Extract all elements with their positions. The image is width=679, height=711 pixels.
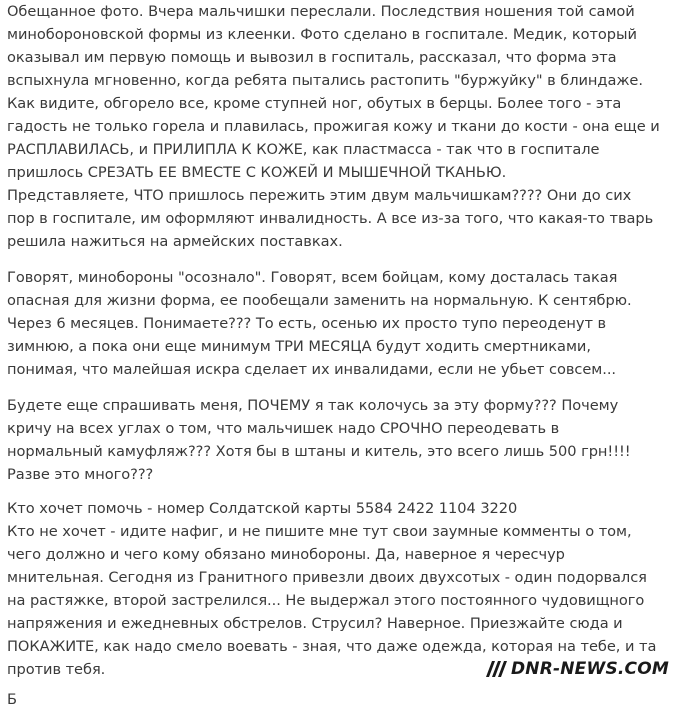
text-line: кричу на всех углах о том, что мальчишек надо СРОЧНО переодевать в <box>7 420 560 437</box>
text-line: оказывал им первую помощь и вывозил в госпиталь, рассказал, что форма эта <box>7 49 617 66</box>
text-line: Через 6 месяцев. Понимаете??? То есть, осенью их просто тупо переоденут в <box>7 315 607 332</box>
cut-off-line <box>7 688 18 708</box>
text-line: Представляете, ЧТО пришлось пережить этим двум мальчишкам???? Они до сих <box>7 187 632 204</box>
text-line: пор в госпитале, им оформляют инвалидность. А все из-за того, что какая-то тварь <box>7 210 654 227</box>
text-line: Кто не хочет - идите нафиг, и не пишите мне тут свои заумные комменты о том, <box>7 523 632 540</box>
text-line: Как видите, обгорело все, кроме ступней ног, обутых в берцы. Более того - эта <box>7 95 622 112</box>
watermark <box>482 658 669 680</box>
text-line: пришлось СРЕЗАТЬ ЕЕ ВМЕСТЕ С КОЖЕЙ И МЫШЕЧНОЙ ТКАНЬЮ. <box>7 164 507 181</box>
text-line: минобороновской формы из клеенки. Фото сделано в госпитале. Медик, который <box>7 26 637 43</box>
cut-off-text: Б <box>7 691 18 708</box>
text-line: ПОКАЖИТЕ, как надо смело воевать - зная, что даже одежда, которая на тебе, и та <box>7 638 657 655</box>
text-line: зимнюю, а пока они еще минимум ТРИ МЕСЯЦА будут ходить смертниками, <box>7 338 591 355</box>
text-line: Обещанное фото. Вчера мальчишки переслали. Последствия ношения той самой <box>7 3 635 20</box>
text-line: напряжения и ежедневных обстрелов. Струсил? Наверное. Приезжайте сюда и <box>7 615 623 632</box>
text-line: против тебя. <box>7 661 106 678</box>
text-line: Кто хочет помочь - номер Солдатской карты 5584 2422 1104 3220 <box>7 500 518 517</box>
text-line: вспыхнула мгновенно, когда ребята пытались растопить "буржуйку" в блиндаже. <box>7 72 643 89</box>
text-line: нормальный камуфляж??? Хотя бы в штаны и китель, это всего лишь 500 грн!!!! <box>7 443 631 460</box>
text-line: гадость не только горела и плавилась, прожигая кожу и ткани до кости - она еще и <box>7 118 660 135</box>
text-line: РАСПЛАВИЛАСЬ, и ПРИЛИПЛА К КОЖЕ, как пластмасса - так что в госпитале <box>7 141 600 158</box>
text-line: решила нажиться на армейских поставках. <box>7 233 343 250</box>
text-line: Говорят, минобороны "осознало". Говорят, всем бойцам, кому досталась такая <box>7 269 618 286</box>
watermark-text: DNR-NEWS.COM <box>510 659 669 679</box>
text-line: мнительная. Сегодня из Гранитного привезли двоих двухсотых - один подорвался <box>7 569 647 586</box>
text-line: Будете еще спрашивать меня, ПОЧЕМУ я так колочусь за эту форму??? Почему <box>7 397 619 414</box>
text-line: опасная для жизни форма, ее пообещали заменить на нормальную. К сентябрю. <box>7 292 632 309</box>
text-line: понимая, что малейшая искра сделает их инвалидами, если не убьет совсем... <box>7 361 617 378</box>
text-line: чего должно и чего кому обязано минобороны. Да, наверное я чересчур <box>7 546 565 563</box>
stripes-logo-icon <box>482 661 508 677</box>
text-line: на растяжке, второй застрелился... Не выдержал этого постоянного чудовищного <box>7 592 645 609</box>
text-line: Разве это много??? <box>7 466 154 483</box>
